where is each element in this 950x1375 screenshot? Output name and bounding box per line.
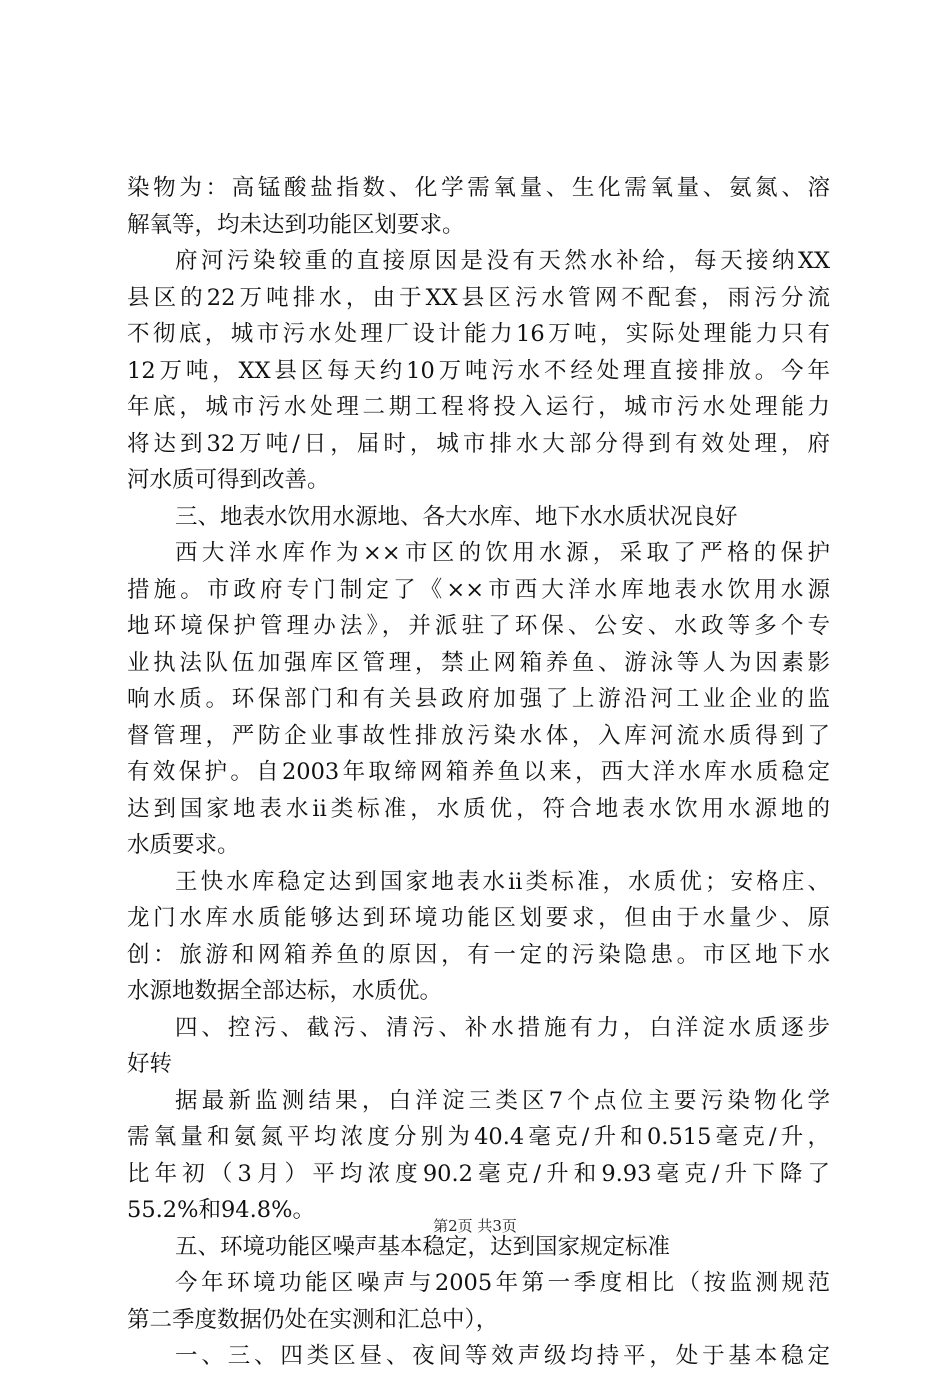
text-line: 不彻底，城市污水处理厂设计能力16万吨，实际处理能力只有 [127,321,830,347]
page-number: 第2页 共3页 [433,1217,517,1235]
text-line: 县区的22万吨排水，由于XX县区污水管网不配套，雨污分流 [127,284,830,311]
text-line: 一、三、四类区昼、夜间等效声级均持平，处于基本稳定 [175,1343,830,1369]
text-line: 年底，城市污水处理二期工程将投入运行，城市污水处理能力 [127,394,830,420]
text-line: 王快水库稳定达到国家地表水ii类标准，水质优；安格庄、 [175,868,830,895]
text-line: 响水质。环保部门和有关县政府加强了上游沿河工业企业的监 [127,686,830,712]
section-heading-continued: 好转 [127,1051,173,1077]
text-line: 督管理，严防企业事故性排放污染水体，入库河流水质得到了 [127,722,830,749]
text-line: 将达到32万吨/日，届时，城市排水大部分得到有效处理，府 [127,430,830,457]
text-line: 河水质可得到改善。 [127,467,330,493]
text-line: 府河污染较重的直接原因是没有天然水补给，每天接纳XX [175,248,830,274]
text-line: 需氧量和氨氮平均浓度分别为40.4毫克/升和0.515毫克/升， [127,1124,830,1150]
section-heading: 五、环境功能区噪声基本稳定，达到国家规定标准 [175,1233,671,1260]
text-line: 水质要求。 [127,832,240,858]
text-line: 据最新监测结果，白洋淀三类区7个点位主要污染物化学 [175,1087,830,1114]
text-line: 水源地数据全部达标，水质优。 [127,978,443,1004]
text-line: 第二季度数据仍处在实测和汇总中）， [127,1306,499,1333]
text-line: 创：旅游和网箱养鱼的原因，有一定的污染隐患。市区地下水 [127,941,830,968]
text-line: 西大洋水库作为××市区的饮用水源，采取了严格的保护 [175,540,830,566]
text-line: 龙门水库水质能够达到环境功能区划要求，但由于水量少、原 [127,905,830,931]
text-line: 55.2%和94.8%。 [127,1197,315,1223]
section-heading: 四、控污、截污、清污、补水措施有力，白洋淀水质逐步 [175,1014,830,1041]
section-heading: 三、地表水饮用水源地、各大水库、地下水水质状况良好 [175,503,738,530]
body-text [127,170,830,1375]
text-line: 达到国家地表水ii类标准，水质优，符合地表水饮用水源地的 [127,795,830,822]
text-line: 地环境保护管理办法》，并派驻了环保、公安、水政等多个专 [127,613,830,639]
text-line: 12万吨，XX县区每天约10万吨污水不经处理直接排放。今年 [127,357,830,384]
text-line: 比年初（3月）平均浓度90.2毫克/升和9.93毫克/升下降了 [127,1160,830,1187]
text-line: 业执法队伍加强库区管理，禁止网箱养鱼、游泳等人为因素影 [127,649,830,676]
text-line: 措施。市政府专门制定了《××市西大洋水库地表水饮用水源 [127,576,830,603]
text-line: 解氧等，均未达到功能区划要求。 [127,211,465,238]
text-line: 染物为：高锰酸盐指数、化学需氧量、生化需氧量、氨氮、溶 [127,175,830,201]
text-line: 今年环境功能区噪声与2005年第一季度相比（按监测规范 [175,1270,830,1296]
text-line: 有效保护。自2003年取缔网箱养鱼以来，西大洋水库水质稳定 [127,759,830,785]
